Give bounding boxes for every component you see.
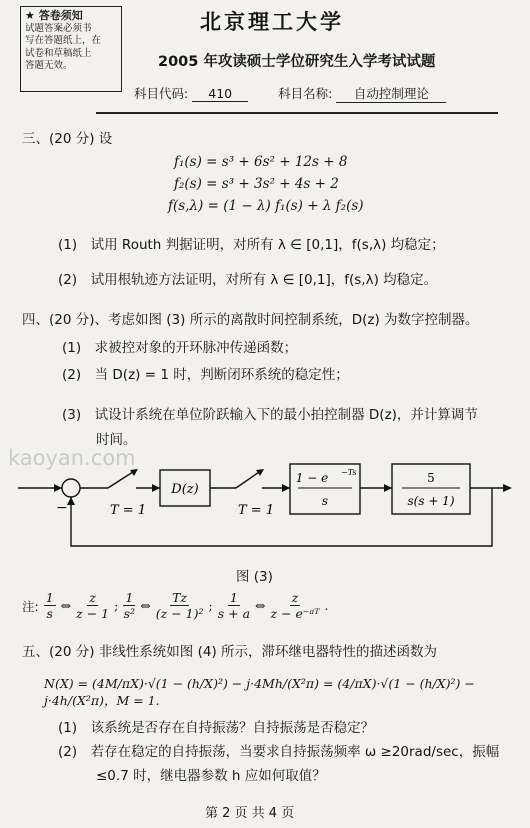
fraction: Tz (z − 1)² xyxy=(155,590,204,621)
notice-line: 试卷和草稿纸上 xyxy=(25,47,92,59)
figure-caption: 图 (3) xyxy=(236,569,273,585)
notice-line: 答题无效。 xyxy=(25,60,73,71)
fraction: z z − 1 xyxy=(76,590,110,621)
q3-part2: (2) 试用根轨迹方法证明，对所有 λ ∈ [0,1]，f(s,λ) 均稳定。 xyxy=(58,272,438,288)
subject-meta xyxy=(134,84,446,103)
q5-part2: (2) 若存在稳定的自持振荡，当要求自持振荡频率 ω ≥20rad/sec，振幅 xyxy=(58,744,500,760)
q4-part3-cont: 时间。 xyxy=(96,432,137,448)
header-rule xyxy=(96,112,498,114)
q3-title: 三、(20 分) 设 xyxy=(22,131,113,147)
zoh-numerator: 1 − e xyxy=(295,471,329,485)
q5-part2-cont: ≤0.7 时，继电器参数 h 应如何取值？ xyxy=(96,768,326,784)
block-diagram xyxy=(0,448,530,558)
plant-denominator: s(s + 1) xyxy=(407,494,455,508)
summing-junction xyxy=(62,479,80,497)
q4-part1: (1) 求被控对象的开环脉冲传递函数； xyxy=(62,340,298,356)
notice-line: 试题答案必须书 xyxy=(25,22,92,34)
fraction: 1 s + a xyxy=(217,590,251,621)
arrowhead xyxy=(282,484,290,492)
page-footer: 第 2 页 共 4 页 xyxy=(205,806,295,821)
q4-title: 四、(20 分)、考虑如图 (3) 所示的离散时间控制系统，D(z) 为数字控制器。 xyxy=(22,312,479,328)
z-transform-note: 注: 1 s ⇔ z z − 1 ; 1 s² ⇔ Tz (z − 1)² ; 1 s + a ⇔ z z − e⁻ᵃᵀ . xyxy=(22,590,329,621)
watermark: kaoyan.com xyxy=(8,446,136,470)
note-label: 注: xyxy=(22,598,39,614)
equivalence-icon: ⇔ xyxy=(140,598,151,613)
q3-eq1: f₁(s) = s³ + 6s² + 12s + 8 xyxy=(174,154,348,170)
q5-describing-function: N(X) = (4M/πX)·√(1 − (h/X)²) − j·4Mh/(X²π) = (4/πX)·√(1 − (h/X)²) − j·4h/(X²π)，M = 1. xyxy=(44,676,475,708)
equivalence-icon: ⇔ xyxy=(60,598,72,613)
q5-title: 五、(20 分) 非线性系统如图 (4) 所示，滞环继电器特性的描述函数为 xyxy=(22,644,437,660)
q3-part1: (1) 试用 Routh 判据证明，对所有 λ ∈ [0,1]，f(s,λ) 均稳定； xyxy=(58,237,445,253)
minus-sign: − xyxy=(56,500,68,516)
sampler-2-label: T = 1 xyxy=(238,503,275,518)
fraction: 1 s² xyxy=(123,590,136,621)
sampler-1-switch xyxy=(108,470,136,488)
notice-line: 写在答题纸上，在 xyxy=(25,35,102,46)
q3-eq2: f₂(s) = s³ + 3s² + 4s + 2 xyxy=(174,176,339,192)
arrowhead xyxy=(152,484,160,492)
arrowhead xyxy=(67,497,75,505)
subject-name-label: 科目名称: xyxy=(278,86,333,101)
arrowhead xyxy=(503,484,512,492)
q3-eq3: f(s,λ) = (1 − λ) f₁(s) + λ f₂(s) xyxy=(168,198,364,214)
zoh-denominator: s xyxy=(321,494,329,508)
zoh-exponent: −Ts xyxy=(341,468,357,477)
university-name: 北京理工大学 xyxy=(200,9,344,34)
plant-numerator: 5 xyxy=(427,471,435,485)
subject-code-label: 科目代码: xyxy=(134,86,189,101)
arrowhead xyxy=(54,484,62,492)
fraction: z z − e⁻ᵃᵀ xyxy=(270,590,320,621)
q5-part1: (1) 该系统是否存在自持振荡？自持振荡是否稳定？ xyxy=(58,720,375,736)
answer-notice-box xyxy=(20,6,122,92)
sampler-1-label: T = 1 xyxy=(110,503,147,518)
subject-name-value: 自动控制理论 xyxy=(336,84,446,103)
notice-title: ★ 答卷须知 xyxy=(25,9,83,22)
arrowhead xyxy=(384,484,392,492)
q4-part2: (2) 当 D(z) = 1 时，判断闭环系统的稳定性； xyxy=(62,367,349,383)
subject-code-value: 410 xyxy=(192,86,248,102)
equivalence-icon: ⇔ xyxy=(255,598,266,613)
fraction: 1 s xyxy=(45,590,54,621)
controller-label: D(z) xyxy=(171,482,199,497)
exam-title: 2005 年攻读硕士学位研究生入学考试试题 xyxy=(158,54,436,70)
q4-part3: (3) 试设计系统在单位阶跃输入下的最小拍控制器 D(z)，并计算调节 xyxy=(62,407,478,423)
